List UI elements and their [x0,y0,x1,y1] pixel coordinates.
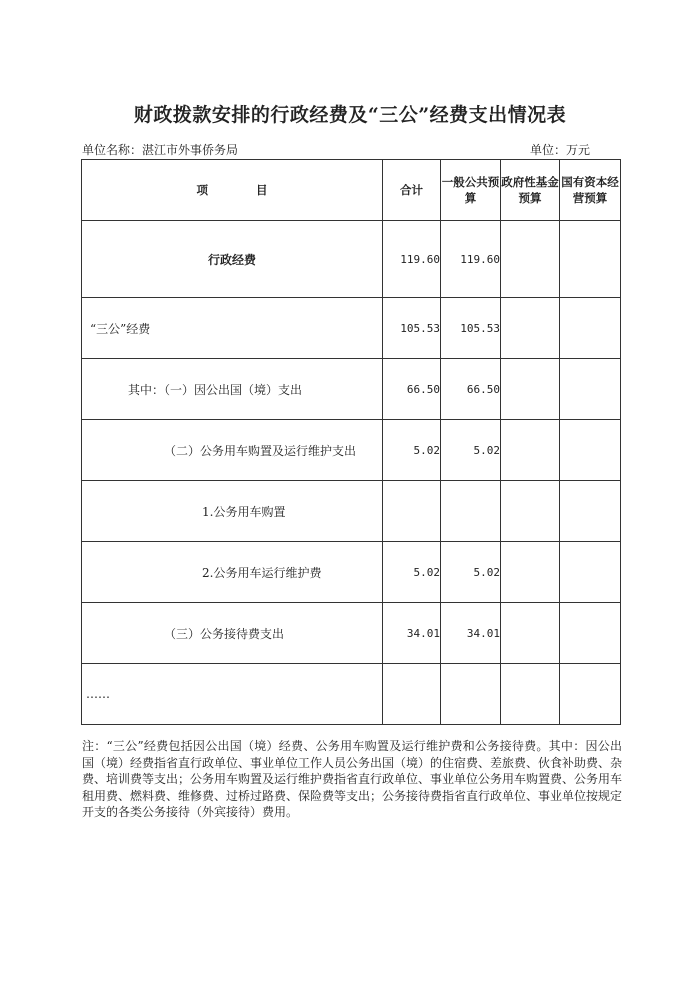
row-label: 1.公务用车购置 [82,481,383,542]
table-row [82,298,621,359]
header-item-right: 目 [256,183,268,197]
cell-total [383,664,441,725]
row-label: （二）公务用车购置及运行维护支出 [82,420,383,481]
row-label: 其中：（一）因公出国（境）支出 [82,359,383,420]
footnote: 注：“三公”经费包括因公出国（境）经费、公务用车购置及运行维护费和公务接待费。其中：因公出国（境）经费指省直行政单位、事业单位工作人员公务出国（境）的住宿费、差旅费、伙食补助费、杂费、培训费等支出；公务用车购置及运行维护费指省直行政单位、事业单位公务用车购置费、公务用车租用费、燃料费、维修费、过桥过路费、保险费等支出；公务接待费指省直行政单位、事业单位按规定开支的各类公务接待（外宾接待）费用。 [82,739,623,819]
table-row [82,481,621,542]
cell-general: 34.01 [441,603,501,664]
row-label: …… [82,664,383,725]
cell-total: 34.01 [383,603,441,664]
table-row [82,664,621,725]
cell-fund [501,481,560,542]
cell-capital [560,542,621,603]
row-label: （三）公务接待费支出 [82,603,383,664]
table-row [82,359,621,420]
table-row [82,221,621,298]
header-total: 合计 [383,160,441,221]
cell-total: 119.60 [383,221,441,298]
unit-name: 单位名称：湛江市外事侨务局 [82,143,239,157]
cell-capital [560,481,621,542]
cell-general: 119.60 [441,221,501,298]
table-row [82,420,621,481]
cell-capital [560,221,621,298]
cell-general: 66.50 [441,359,501,420]
cell-capital [560,420,621,481]
header-general-budget: 一般公共预算 [441,160,501,221]
cell-capital [560,664,621,725]
table-row [82,603,621,664]
cell-fund [501,298,560,359]
cell-capital [560,298,621,359]
header-item-left: 项 [196,183,208,197]
cell-fund [501,221,560,298]
cell-total [383,481,441,542]
cell-general: 5.02 [441,542,501,603]
cell-total: 5.02 [383,420,441,481]
header-state-capital-budget: 国有资本经营预算 [560,160,621,221]
row-label: 2.公务用车运行维护费 [82,542,383,603]
cell-capital [560,603,621,664]
header-item [82,160,383,221]
page-title: 财政拨款安排的行政经费及“三公”经费支出情况表 [133,104,567,126]
cell-general: 105.53 [441,298,501,359]
cell-fund [501,420,560,481]
row-label: 行政经费 [82,221,383,298]
header-row [82,160,621,221]
cell-general: 5.02 [441,420,501,481]
cell-fund [501,664,560,725]
table-row [82,542,621,603]
header-gov-fund-budget: 政府性基金预算 [501,160,560,221]
cell-general [441,481,501,542]
unit-label: 单位：万元 [530,143,591,157]
cell-fund [501,359,560,420]
cell-total: 5.02 [383,542,441,603]
cell-fund [501,603,560,664]
cell-fund [501,542,560,603]
cell-capital [560,359,621,420]
expense-table [81,159,621,725]
cell-general [441,664,501,725]
cell-total: 105.53 [383,298,441,359]
cell-total: 66.50 [383,359,441,420]
row-label: “三公”经费 [82,298,383,359]
